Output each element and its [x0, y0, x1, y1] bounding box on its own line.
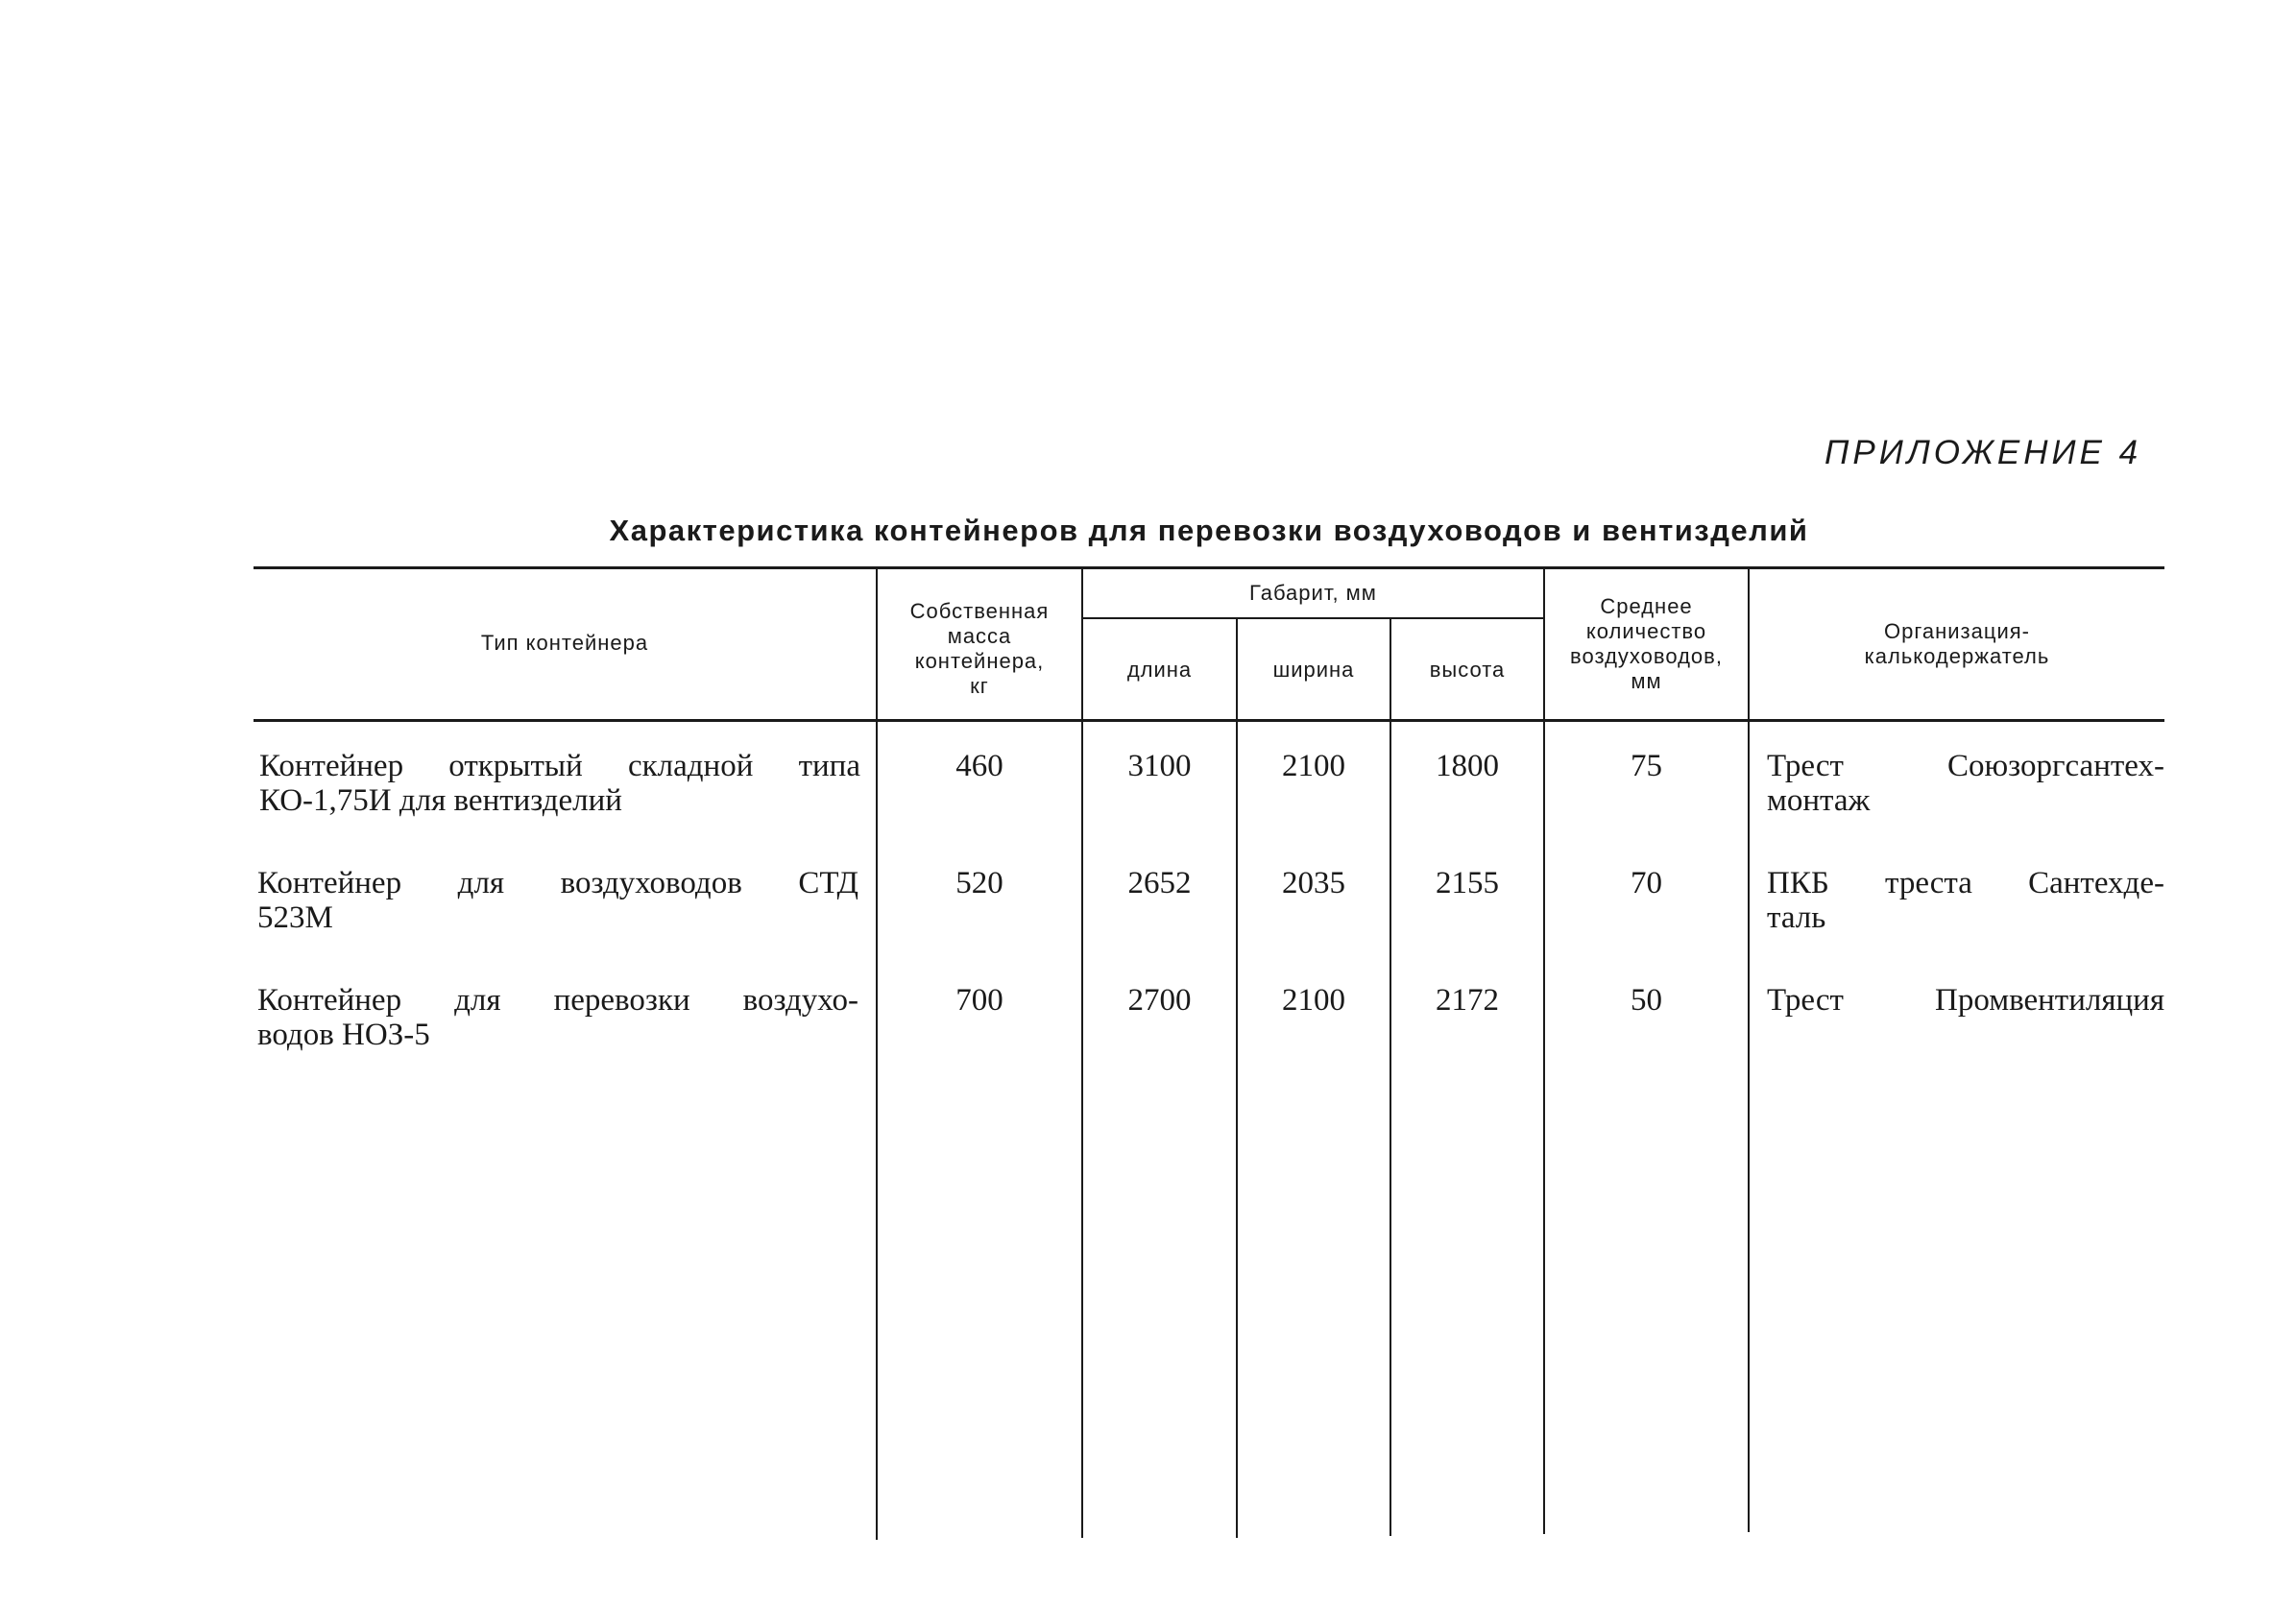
- container-type-line: Контейнер открытый складной типа: [259, 749, 860, 783]
- width-value: 2035: [1282, 866, 1345, 900]
- count-value: 50: [1631, 983, 1662, 1018]
- container-type-line: Контейнер для перевозки воздухо-: [257, 983, 858, 1018]
- org-line: ПКБ треста Сантехде-: [1767, 866, 2164, 900]
- header-avg-count-line: Среднее: [1600, 594, 1693, 618]
- header-bottom-rule: [254, 719, 2164, 722]
- header-mass-line: Собственная: [909, 599, 1050, 623]
- header-avg-count-line: мм: [1631, 669, 1662, 693]
- header-org-line: калькодержатель: [1864, 644, 2050, 668]
- table-row: [257, 866, 858, 935]
- table-title: Характеристика контейнеров для перевозки воздуховодов и вентизделий: [609, 514, 1809, 547]
- header-mass-line: масса: [947, 624, 1012, 648]
- mass-value: 460: [955, 749, 1003, 783]
- column-divider-2: [1081, 568, 1083, 1538]
- header-avg-count-line: воздуховодов,: [1570, 644, 1723, 668]
- dims-group-rule: [1081, 617, 1544, 619]
- count-value: 70: [1631, 866, 1662, 900]
- header-height: высота: [1429, 658, 1506, 682]
- header-org-line: Организация-: [1883, 619, 2030, 643]
- table-top-rule: [254, 566, 2164, 569]
- container-type-line: КО-1,75И для вентизделий: [259, 783, 622, 818]
- appendix-label: ПРИЛОЖЕНИЕ 4: [1825, 434, 2142, 471]
- column-divider-1: [876, 568, 878, 1540]
- header-mass-line: контейнера,: [914, 649, 1045, 673]
- org-line: Трест Промвентиляция: [1767, 983, 2164, 1018]
- org-line: таль: [1767, 900, 1826, 935]
- width-value: 2100: [1282, 983, 1345, 1018]
- width-value: 2100: [1282, 749, 1345, 783]
- org-cell: [1767, 749, 2164, 818]
- org-cell: [1767, 983, 2164, 1018]
- header-avg-count: [1545, 594, 1748, 694]
- length-value: 2652: [1127, 866, 1192, 900]
- mass-value: 700: [955, 983, 1003, 1018]
- container-type-line: 523М: [257, 900, 333, 935]
- table-row: [259, 749, 860, 818]
- table-row: [257, 983, 858, 1052]
- count-value: 75: [1631, 749, 1662, 783]
- container-type-line: Контейнер для воздуховодов СТД: [257, 866, 858, 900]
- org-cell: [1767, 866, 2164, 935]
- container-type-line: водов НОЗ-5: [257, 1018, 430, 1052]
- header-mass: [878, 599, 1081, 699]
- header-type: Тип контейнера: [480, 631, 649, 655]
- height-value: 2172: [1436, 983, 1499, 1018]
- length-value: 2700: [1127, 983, 1192, 1018]
- length-value: 3100: [1127, 749, 1192, 783]
- header-mass-line: кг: [970, 674, 989, 698]
- org-line: монтаж: [1767, 783, 1871, 818]
- mass-value: 520: [955, 866, 1003, 900]
- column-divider-5: [1543, 568, 1545, 1534]
- header-avg-count-line: количество: [1585, 619, 1707, 643]
- org-line: Трест Союзоргсантех-: [1767, 749, 2164, 783]
- height-value: 1800: [1436, 749, 1499, 783]
- height-value: 2155: [1436, 866, 1499, 900]
- header-dims-group: Габарит, мм: [1249, 581, 1377, 605]
- column-divider-6: [1748, 568, 1750, 1532]
- header-org: [1750, 619, 2164, 669]
- header-width: ширина: [1272, 658, 1355, 682]
- header-length: длина: [1126, 658, 1193, 682]
